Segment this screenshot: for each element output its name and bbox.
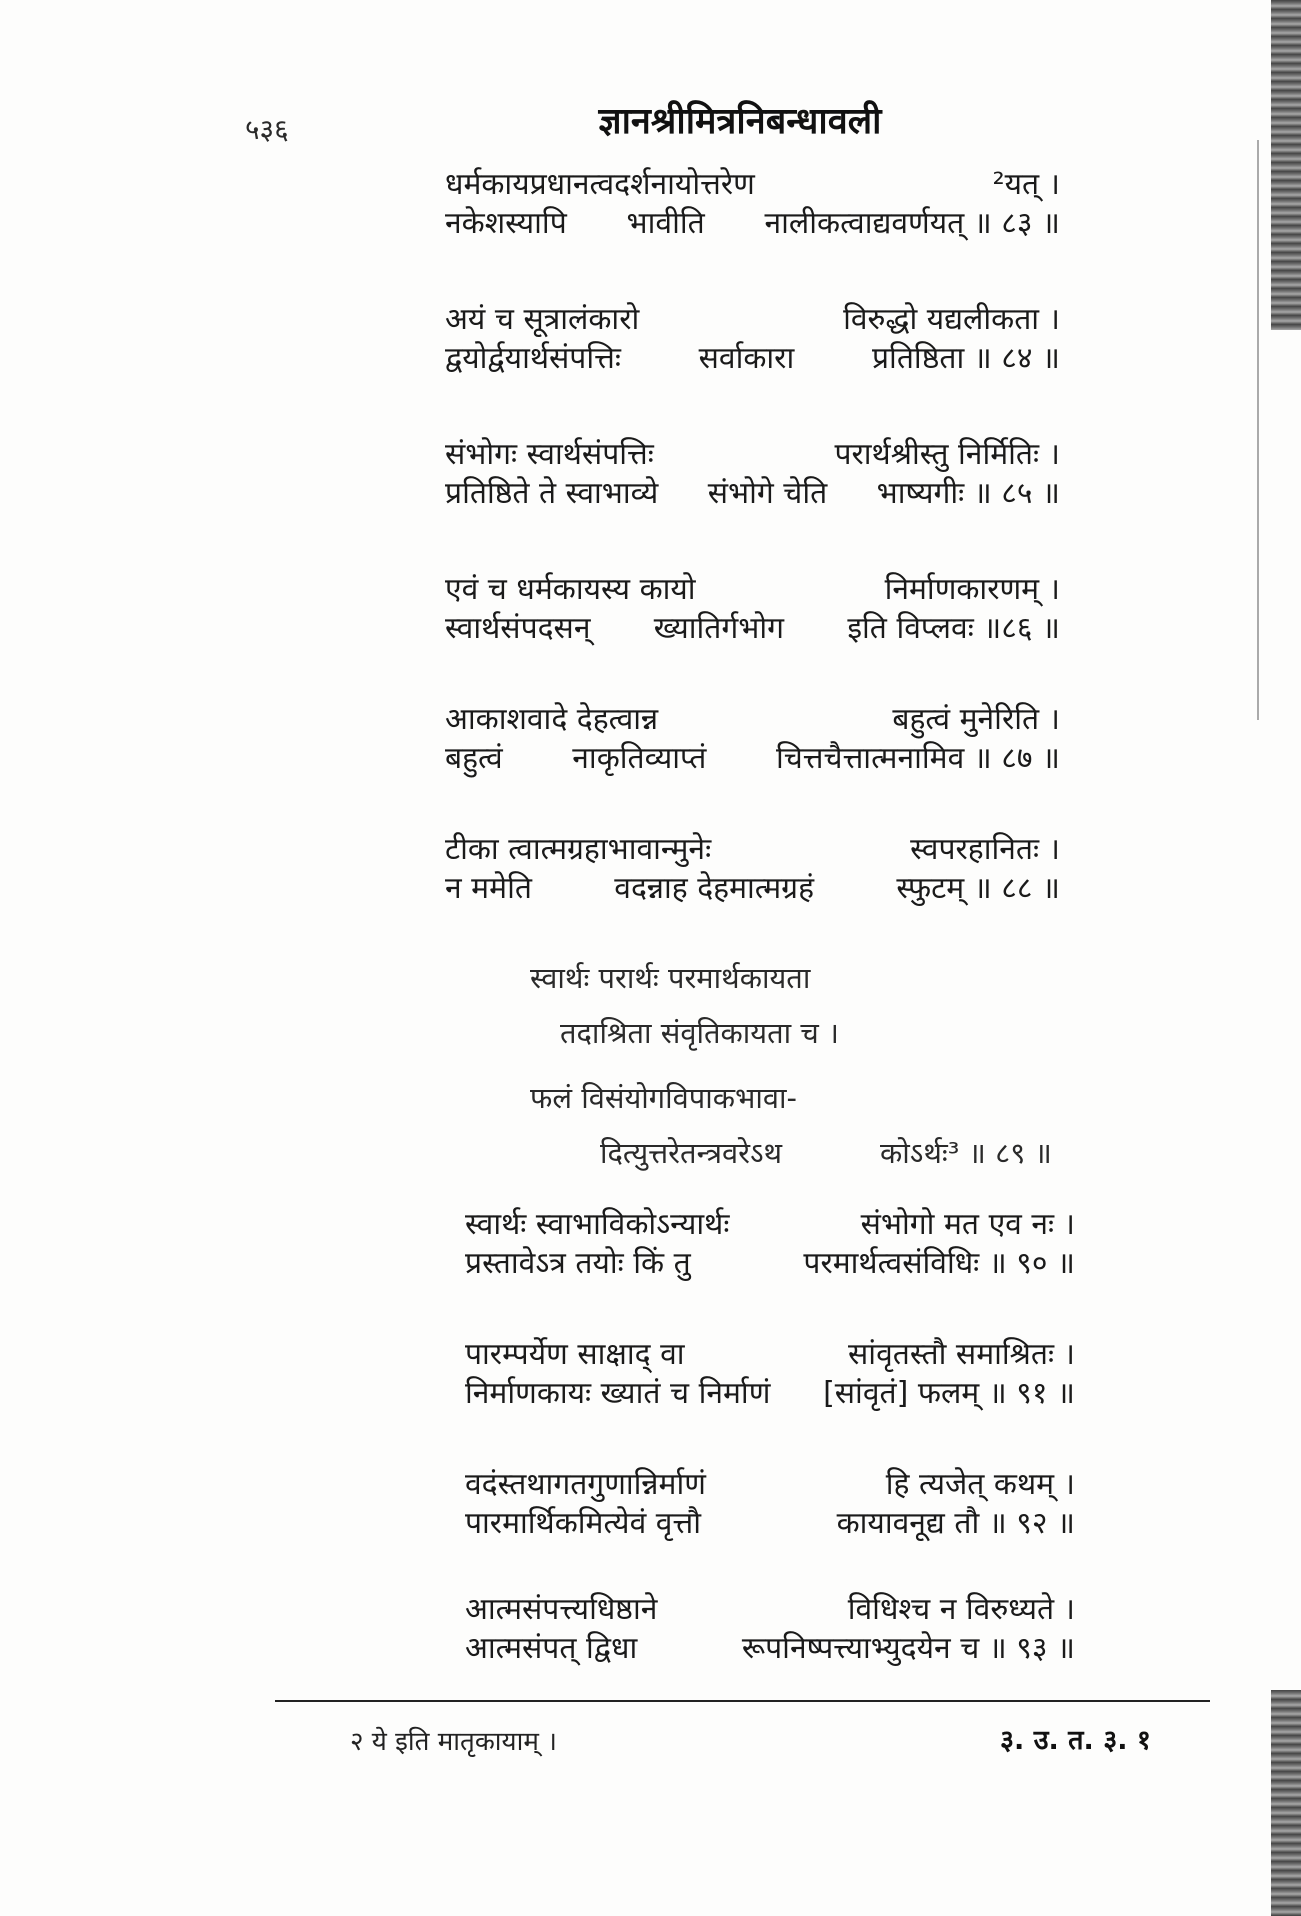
footnote-2: २ ये इति मातृकायाम् । <box>350 1727 557 1757</box>
verse-text: भावीति <box>626 206 705 241</box>
verse-text: स्वार्थः स्वाभाविकोऽन्यार्थः <box>465 1207 730 1242</box>
verse-text: विरुद्धो यद्यलीकता । <box>843 302 1060 337</box>
verse-text: वदंस्तथागतगुणान्निर्माणं <box>465 1467 706 1502</box>
verse-text: नालीकत्वाद्यवर्णयत् ॥ ८३ ॥ <box>764 206 1060 241</box>
verse-text: प्रस्तावेऽत्र तयोः किं तु <box>465 1246 691 1281</box>
verse-93 <box>465 1590 1075 1668</box>
verse-text: परमार्थत्वसंविधिः ॥ ९० ॥ <box>803 1246 1075 1281</box>
verse-line <box>445 435 1060 474</box>
verse-text: निर्माणकारणम् । <box>884 572 1060 607</box>
footnote-3: ३. उ. त. ३. १ <box>1000 1725 1151 1756</box>
verse-line <box>445 869 1060 908</box>
verse-text: इति विप्लवः ॥८६ ॥ <box>847 611 1060 646</box>
verse-line <box>465 1629 1075 1668</box>
page-number: ५३६ <box>245 113 289 146</box>
verse-text: आत्मसंपत्त्यधिष्ठाने <box>465 1592 658 1627</box>
verse-line <box>465 1244 1075 1283</box>
verse-line <box>465 1335 1075 1374</box>
verse-line <box>465 1374 1075 1413</box>
verse-text: संभोगे चेति <box>707 476 828 511</box>
verse-text: विधिश्च न विरुध्यते । <box>847 1592 1075 1627</box>
scan-edge-line <box>1257 140 1259 720</box>
verse-line <box>445 609 1060 648</box>
verse-88 <box>445 830 1060 908</box>
verse-line <box>445 739 1060 778</box>
running-title: ज्ञानश्रीमित्रनिबन्धावली <box>598 101 882 142</box>
verse-text: चित्तचैत्तात्मनामिव ॥ ८७ ॥ <box>775 741 1060 776</box>
verse-89-line-4a: दित्युत्तरेतन्त्रवरेऽथ <box>600 1136 783 1170</box>
verse-text: बहुत्वं <box>445 741 503 776</box>
verse-text: एवं च धर्मकायस्य कायो <box>445 572 696 607</box>
verse-text: टीका त्वात्मग्रहाभावान्मुनेः <box>445 832 712 867</box>
verse-91 <box>465 1335 1075 1413</box>
verse-text: हि त्यजेत् कथम् । <box>885 1467 1075 1502</box>
verse-text: रूपनिष्पत्त्याभ्युदयेन च ॥ ९३ ॥ <box>741 1631 1075 1666</box>
verse-text: भाष्यगीः ॥ ८५ ॥ <box>876 476 1060 511</box>
verse-line <box>445 570 1060 609</box>
verse-line <box>445 300 1060 339</box>
verse-text: स्फुटम् ॥ ८८ ॥ <box>896 871 1060 906</box>
verse-89-line-3: फलं विसंयोगविपाकभावा- <box>530 1081 798 1115</box>
verse-text: कायावनूद्य तौ ॥ ९२ ॥ <box>836 1506 1075 1541</box>
verse-89-line-1: स्वार्थः परार्थः परमार्थकायता <box>530 961 811 995</box>
verse-line <box>445 204 1060 243</box>
verse-line <box>465 1465 1075 1504</box>
verse-text: नाकृतिव्याप्तं <box>572 741 707 776</box>
verse-text: वदन्नाह देहमात्मग्रहं <box>614 871 815 906</box>
verse-line <box>445 700 1060 739</box>
verse-text: ²यत् । <box>992 167 1060 202</box>
verse-line <box>465 1205 1075 1244</box>
verse-text: स्वपरहानितः । <box>910 832 1060 867</box>
verse-text: आकाशवादे देहत्वान्न <box>445 702 659 737</box>
verse-85 <box>445 435 1060 513</box>
verse-line <box>445 165 1060 204</box>
verse-text: संभोगः स्वार्थसंपत्तिः <box>445 437 654 472</box>
verse-84 <box>445 300 1060 378</box>
verse-87 <box>445 700 1060 778</box>
verse-text: ख्यातिर्गभोग <box>653 611 785 646</box>
verse-text: निर्माणकायः ख्यातं च निर्माणं <box>465 1376 771 1411</box>
scan-edge-top <box>1271 0 1301 330</box>
verse-text: सांवृतस्तौ समाश्रितः । <box>848 1337 1075 1372</box>
verse-text: प्रतिष्ठिता ॥ ८४ ॥ <box>871 341 1060 376</box>
verse-line <box>445 474 1060 513</box>
verse-text: परार्थश्रीस्तु निर्मितिः । <box>834 437 1060 472</box>
verse-line <box>445 830 1060 869</box>
verse-text: आत्मसंपत् द्विधा <box>465 1631 638 1666</box>
verse-83 <box>445 165 1060 243</box>
verse-text: नकेशस्यापि <box>445 206 567 241</box>
verse-text: पारमार्थिकमित्येवं वृत्तौ <box>465 1506 701 1541</box>
verse-89-line-4b: कोऽर्थः³ ॥ ८९ ॥ <box>880 1136 1052 1170</box>
verse-text: बहुत्वं मुनेरिति । <box>892 702 1060 737</box>
verse-text: अयं च सूत्रालंकारो <box>445 302 640 337</box>
verse-line <box>465 1504 1075 1543</box>
verse-92 <box>465 1465 1075 1543</box>
scan-edge-bottom <box>1271 1690 1301 1916</box>
verse-text: [सांवृतं] फलम् ॥ ९१ ॥ <box>823 1376 1075 1411</box>
verse-text: प्रतिष्ठिते ते स्वाभाव्ये <box>445 476 659 511</box>
verse-text: संभोगो मत एव नः । <box>860 1207 1075 1242</box>
footnote-divider <box>275 1700 1210 1702</box>
verse-86 <box>445 570 1060 648</box>
verse-90 <box>465 1205 1075 1283</box>
verse-text: स्वार्थसंपदसन् <box>445 611 591 646</box>
verse-line <box>465 1590 1075 1629</box>
verse-89-line-2: तदाश्रिता संवृतिकायता च । <box>560 1016 839 1050</box>
verse-text: पारम्पर्येण साक्षाद् वा <box>465 1337 685 1372</box>
verse-text: धर्मकायप्रधानत्वदर्शनायोत्तरेण <box>445 167 755 202</box>
verse-text: द्वयोर्द्वयार्थसंपत्तिः <box>445 341 621 376</box>
verse-line <box>445 339 1060 378</box>
verse-text: सर्वाकारा <box>698 341 795 376</box>
verse-text: न ममेति <box>445 871 532 906</box>
